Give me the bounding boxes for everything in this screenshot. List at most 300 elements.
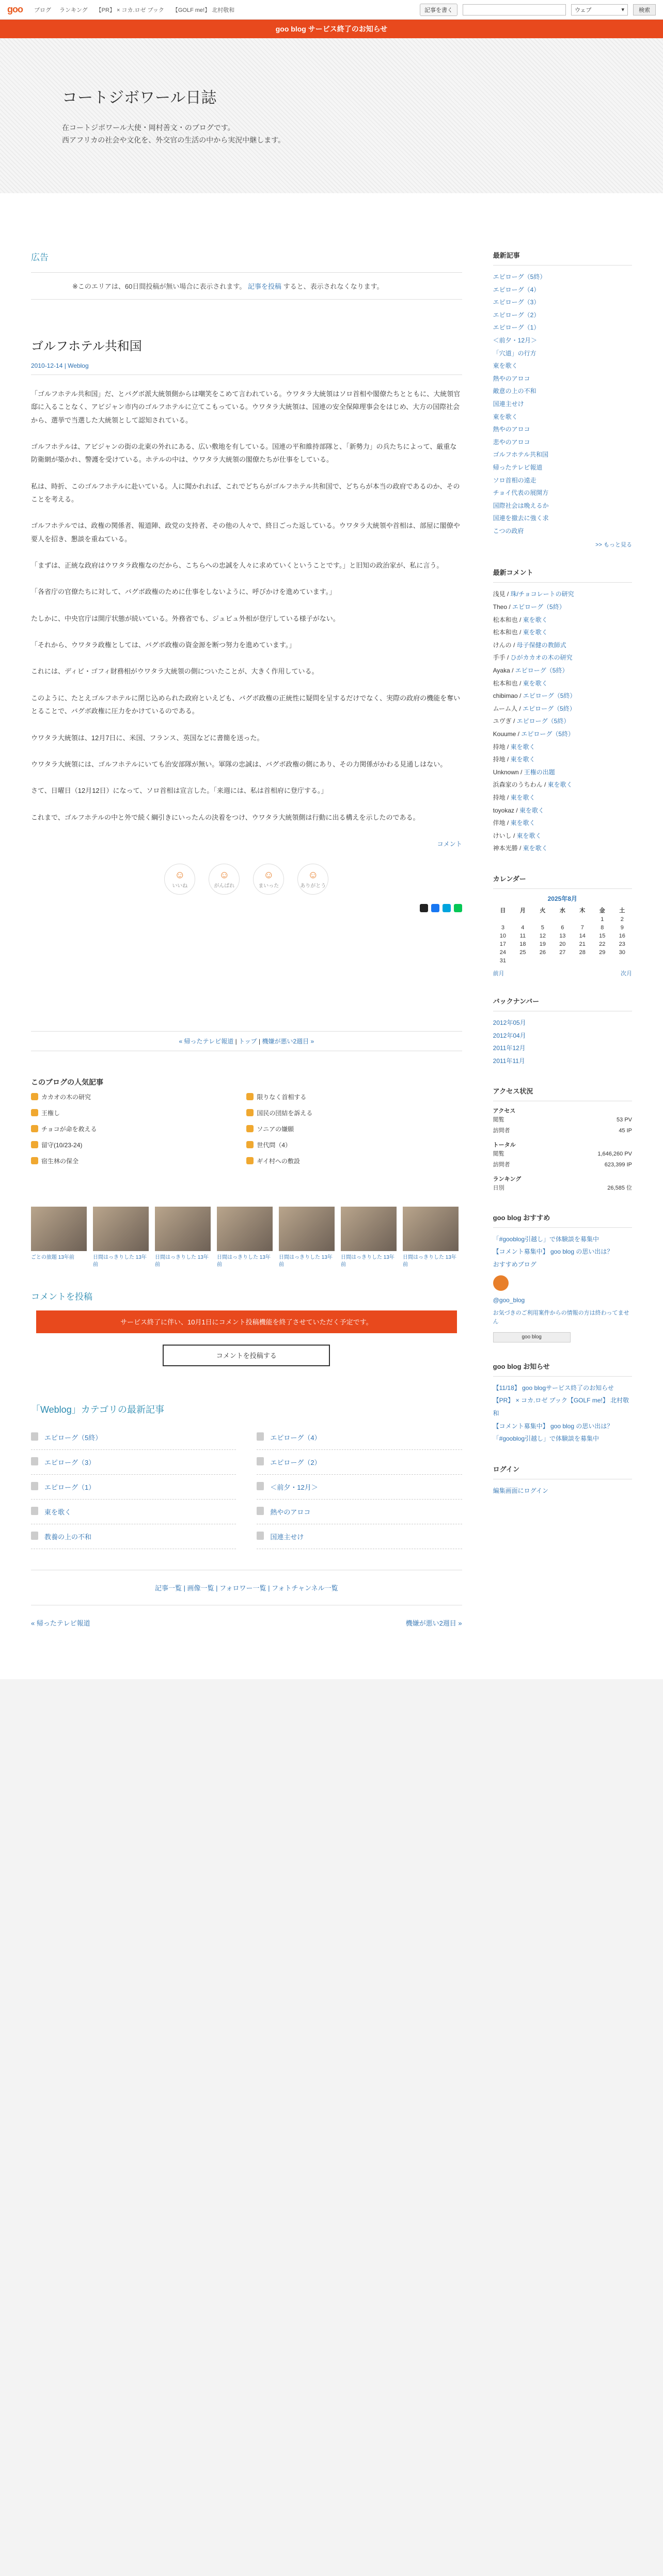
- smile-icon: ☺: [263, 869, 274, 881]
- recommend-link[interactable]: おすすめブログ: [493, 1260, 536, 1268]
- content-wrap: [0, 193, 663, 1679]
- recent-post-link[interactable]: ＜前夕・12月＞: [493, 336, 537, 344]
- popular-item[interactable]: 宿生林の保全: [31, 1157, 246, 1165]
- post-paragraph: これには、ディビ・ゴフィ財務相がウワタラ大統領の側についたことが、大きく作用している。: [31, 667, 319, 676]
- calendar-day: [533, 916, 552, 923]
- backnumber-link[interactable]: 2012年04月: [493, 1032, 526, 1039]
- comment-section-title: コメントを投稿: [31, 1291, 92, 1302]
- reactions: [31, 864, 462, 895]
- reaction-label: がんばれ: [214, 883, 235, 889]
- calendar-day[interactable]: 28: [579, 949, 586, 956]
- calendar-day[interactable]: 12: [539, 932, 546, 939]
- comment-end-notice[interactable]: サービス終了に伴い、10月1日にコメント投稿機能を終了させていただく予定です。: [36, 1310, 457, 1333]
- post-paragraph: ゴルフホテルは、アビジャンの街の北東の外れにある、広い敷地を有している。国連の平和維持部隊と、「新勢力」の兵たちによって、厳重な防衛網が築かれ、警護を受けている。ホテルの中は、ウワタラ大統領の閣僚たちが仕事をしている。: [31, 443, 457, 464]
- recent-comment-item[interactable]: toyokaz / 東を歌く: [493, 806, 545, 814]
- calendar-day: [573, 916, 592, 923]
- comment-author: Ayaka: [493, 667, 510, 675]
- comment-author: chibimao: [493, 692, 518, 700]
- reaction-label: まいった: [258, 883, 279, 889]
- blog-header: [0, 38, 663, 193]
- post-body: [31, 387, 462, 824]
- footer-prev-link[interactable]: « 帰ったテレビ報道: [31, 1619, 90, 1627]
- recent-post-link[interactable]: こつの政府: [493, 527, 524, 535]
- recent-post-link[interactable]: エピローグ（5終）: [493, 273, 546, 280]
- comment-author: ムーム人: [493, 705, 518, 712]
- post-paragraph: 「各省庁の官僚たちに対して、バグボ政権のために仕事をしないように、呼びかけを進めています。」: [31, 588, 336, 596]
- reaction-label: いいね: [172, 883, 188, 889]
- comment-post: 東を歌く: [510, 756, 535, 763]
- category-title: 「Weblog」カテゴリの最新記事: [31, 1404, 164, 1415]
- photo-thumb[interactable]: [155, 1207, 211, 1269]
- popular-title: このブログの人気記事: [31, 1078, 103, 1086]
- calendar-day: [513, 916, 532, 923]
- category-item[interactable]: 国連主せけ: [257, 1524, 462, 1549]
- post-title[interactable]: ゴルフホテル共和国: [31, 339, 142, 353]
- popular-item[interactable]: 限りなく首相する: [246, 1092, 462, 1101]
- comment-post: エピローグ（5終）: [523, 692, 576, 700]
- goo-recommend-list: [493, 1233, 632, 1271]
- calendar-day[interactable]: 17: [499, 941, 506, 947]
- ad-text: ※このエリアは、60日間投稿が無い場合に表示されます。: [72, 283, 246, 290]
- thumb-image: [155, 1207, 211, 1251]
- comment-author: 手手: [493, 654, 506, 662]
- ad-after: すると、表示されなくなります。: [283, 283, 384, 290]
- comment-author: 持地: [493, 793, 506, 801]
- stat-label: 日別: [493, 1184, 504, 1191]
- recent-comment-item[interactable]: 神本光勝 / 東を歌く: [493, 845, 548, 852]
- prev-post-link[interactable]: « 帰ったテレビ報道: [179, 1037, 234, 1045]
- blog-title[interactable]: コートジボワール日誌: [62, 89, 217, 106]
- calendar-day[interactable]: 18: [519, 941, 526, 947]
- backnumber-list: [493, 1017, 632, 1067]
- calendar-day[interactable]: 2: [620, 916, 624, 923]
- recent-comment-item[interactable]: Unknown / 王権の出題: [493, 768, 555, 776]
- thumb-image: [341, 1207, 397, 1251]
- post-paragraph: 「まずは、正統な政府はウワタラ政権なのだから、こちらへの忠誠を人々に求めていくということです。」と旧知の政治家が、私に言う。: [31, 561, 444, 570]
- comment-post: 東を歌く: [516, 832, 542, 839]
- calendar-day[interactable]: 4: [521, 924, 525, 931]
- goo-blog-icon[interactable]: [493, 1275, 509, 1291]
- popular-item[interactable]: 留守(10/23-24): [31, 1141, 246, 1149]
- comment-author: 伴地: [493, 819, 506, 827]
- calendar-day[interactable]: 31: [499, 957, 506, 964]
- smile-icon: ☺: [219, 869, 230, 881]
- recent-comment-item[interactable]: 松本和也 / 東を歌く: [493, 616, 548, 623]
- comment-post: 東を歌く: [510, 793, 535, 801]
- thumb-image: [217, 1207, 273, 1251]
- post-paragraph: 「ゴルフホテル共和国」だ、とバグボ派大統領側からは嘲笑をこめて言われている。ウワタラ大統領はソロ首相や閣僚たちとともに、大統領官邸に入ることなく、アビジャン市内のゴルフホテルに立てこもっている。ウワタラ大統領は、国連の安全保障理事会をはじめ、大方の国際社会から、選挙で当選した大統領として認知されている。: [31, 390, 461, 424]
- calendar-day[interactable]: 30: [619, 949, 625, 956]
- calendar-day: [513, 958, 532, 964]
- recent-post-link[interactable]: チョイ代表の展開方: [493, 489, 549, 497]
- thumb-caption: ごとの旅題 13年前: [31, 1254, 74, 1260]
- category-item[interactable]: エピローグ（1）: [31, 1475, 236, 1500]
- comment-author: ユヴぎ: [493, 717, 512, 725]
- backnumber-link[interactable]: 2011年11月: [493, 1057, 525, 1065]
- main-column: [31, 193, 462, 1679]
- comment-post: 東を歌く: [523, 629, 548, 636]
- backnumber-title: バックナンバー: [493, 996, 632, 1011]
- recommend-link[interactable]: 「#gooblog引越し」で体験談を募集中: [493, 1235, 599, 1243]
- comment-post: エピローグ（5終）: [516, 717, 570, 725]
- stat-label: 閲覧: [493, 1117, 504, 1123]
- stat-row: [493, 1160, 632, 1170]
- recent-comment-item[interactable]: 松本和也 / 東を歌く: [493, 679, 548, 687]
- total-label: トータル: [493, 1142, 516, 1149]
- calendar-prev[interactable]: 前月: [493, 970, 504, 977]
- stat-value: 1,646,260 PV: [597, 1151, 632, 1158]
- calendar-day[interactable]: 7: [580, 924, 584, 931]
- comment-post: 珠/チョコレートの研究: [510, 590, 574, 598]
- calendar-month: 2025年8月: [547, 895, 577, 902]
- news-list: [493, 1382, 632, 1445]
- recent-post-link[interactable]: ゴルフホテル共和国: [493, 451, 549, 459]
- post-comment-button[interactable]: コメントを投稿する: [163, 1345, 330, 1366]
- backnumber-link[interactable]: 2012年05月: [493, 1019, 526, 1026]
- calendar-day[interactable]: 23: [619, 941, 625, 947]
- recent-comment-item[interactable]: ムーム人 / エピローグ（5終）: [493, 705, 576, 712]
- calendar-day[interactable]: 14: [579, 932, 586, 939]
- category-item[interactable]: エピローグ（2）: [257, 1450, 462, 1475]
- thumb-caption: 日間はっきりした 13年前: [93, 1254, 147, 1268]
- news-link[interactable]: 【11/18】 goo blogサービス終了のお知らせ: [493, 1384, 614, 1392]
- post-paragraph: 私は、時折、このゴルフホテルに赴いている。人に聞かれれば、これでどちらがゴルフホテル共和国で、どちらが本当の政府であるのか、そのことを考える。: [31, 482, 460, 504]
- login-link[interactable]: 編集画面にログイン: [493, 1487, 549, 1494]
- recent-post-link[interactable]: エピローグ（2）: [493, 311, 540, 319]
- login-title: ログイン: [493, 1464, 632, 1479]
- line-share-icon[interactable]: [454, 904, 462, 912]
- calendar-day[interactable]: 6: [561, 924, 564, 931]
- sidebar: [493, 193, 632, 1679]
- comment-post: 母子保健の教師式: [516, 641, 566, 649]
- goo-logo[interactable]: goo: [7, 4, 23, 14]
- smile-icon: ☺: [308, 869, 319, 881]
- news-link[interactable]: 【コメント募集中】 goo blog の思い出は？: [493, 1422, 613, 1430]
- rank-label: ランキング: [493, 1176, 522, 1182]
- footer-next-link[interactable]: 機嫌が悪い2週目 »: [405, 1619, 462, 1627]
- comment-post: ひがカカオの木の研究: [510, 654, 573, 662]
- reaction-wow[interactable]: [253, 864, 284, 895]
- comment-author: 浜森家のうちわん: [493, 781, 543, 789]
- calendar-weekday: 水: [559, 907, 565, 914]
- photo-thumb[interactable]: [217, 1207, 273, 1269]
- next-post-link[interactable]: 機嫌が悪い2週目 »: [262, 1037, 314, 1045]
- photo-thumb[interactable]: [341, 1207, 397, 1269]
- category-item[interactable]: エピローグ（5終）: [31, 1425, 236, 1450]
- search-input[interactable]: [463, 4, 566, 15]
- reaction-label: ありがとう: [300, 883, 326, 889]
- recent-post-link[interactable]: 国連主せけ: [493, 400, 524, 408]
- stat-label: 訪問者: [493, 1128, 510, 1134]
- post-paragraph: これまで、ゴルフホテルの中と外で続く綱引きにいったんの決着をつけ、ウワタラ大統領側は行動に出る構えを示したのである。: [31, 813, 420, 821]
- calendar-day[interactable]: 29: [599, 949, 606, 956]
- access-stats: [493, 1106, 632, 1193]
- popular-item[interactable]: チョコが命を救える: [31, 1125, 246, 1133]
- comment-post: 東を歌く: [547, 781, 573, 789]
- top-link-ranking[interactable]: ランキング: [59, 7, 88, 13]
- recent-comment-item[interactable]: 伴地 / 東を歌く: [493, 819, 535, 827]
- stat-value: 623,399 IP: [604, 1161, 632, 1168]
- calendar-day: [493, 916, 513, 923]
- thumb-caption: 日間はっきりした 13年前: [155, 1254, 209, 1268]
- category-item[interactable]: 熱やのアロコ: [257, 1500, 462, 1524]
- calendar-day: [573, 958, 592, 964]
- comment-author: 神本光勝: [493, 845, 518, 852]
- blog-description: [62, 122, 663, 147]
- post-paragraph: ウワタラ大統領には、ゴルフホテルにいても治安部隊が無い。軍隊の忠誠は、バグボ政権の側にあり、その力関係がかわる見通しはない。: [31, 760, 447, 768]
- news-link[interactable]: 「#gooblog引越し」で体験談を募集中: [493, 1435, 599, 1443]
- recent-comment-item[interactable]: 持地 / 東を歌く: [493, 743, 535, 751]
- hatena-share-icon[interactable]: [443, 904, 451, 912]
- recent-post-link[interactable]: 悲やのアロコ: [493, 438, 530, 446]
- recent-posts-list: [493, 271, 632, 537]
- comment-author: 浅見: [493, 590, 506, 598]
- top-bar: [0, 0, 663, 20]
- follow-handle[interactable]: @goo_blog: [493, 1296, 525, 1304]
- photo-thumbs: [31, 1207, 462, 1269]
- comment-author: 持地: [493, 743, 506, 751]
- ad-post-link[interactable]: 記事を投稿: [247, 283, 281, 290]
- service-end-notice[interactable]: goo blog サービス終了のお知らせ: [0, 20, 663, 38]
- recent-comment-item[interactable]: 持地 / 東を歌く: [493, 756, 535, 763]
- calendar-grid: [493, 906, 632, 964]
- recent-comment-item[interactable]: けんの / 母子保健の教師式: [493, 641, 566, 649]
- smile-icon: ☺: [175, 869, 185, 881]
- calendar-weekday: 金: [599, 907, 605, 914]
- calendar-day[interactable]: 15: [599, 932, 606, 939]
- reaction-cheer[interactable]: [209, 864, 240, 895]
- recent-comment-item[interactable]: ユヴぎ / エピローグ（5終）: [493, 717, 570, 725]
- calendar-next[interactable]: 次月: [621, 970, 632, 977]
- calendar-weekday: 日: [500, 907, 506, 914]
- recent-comments-title: 最新コメント: [493, 567, 632, 583]
- recent-post-link[interactable]: 東を歌く: [493, 413, 518, 420]
- footer-pager: [31, 1618, 462, 1628]
- stat-row: [493, 1149, 632, 1160]
- calendar-day[interactable]: 11: [519, 932, 526, 939]
- recent-post-link[interactable]: 東を歌く: [493, 362, 518, 370]
- backnumber-link[interactable]: 2011年12月: [493, 1044, 526, 1052]
- stat-row: [493, 1126, 632, 1136]
- stat-value: 53 PV: [617, 1117, 632, 1123]
- calendar-day: [592, 958, 612, 964]
- thumb-caption: 日間はっきりした 13年前: [217, 1254, 271, 1268]
- recent-comment-item[interactable]: けいし / 東を歌く: [493, 832, 542, 839]
- comment-post: 東を歌く: [519, 806, 545, 814]
- post-meta[interactable]: 2010-12-14 | Weblog: [31, 362, 462, 375]
- calendar-nav: [493, 969, 632, 977]
- thumb-image: [31, 1207, 87, 1251]
- thumb-image: [279, 1207, 335, 1251]
- write-post-button[interactable]: 記事を書く: [420, 4, 457, 16]
- calendar-weekday: 土: [619, 907, 625, 914]
- calendar-day[interactable]: 8: [601, 924, 604, 931]
- calendar-weekday: 月: [519, 907, 526, 914]
- thumb-image: [403, 1207, 459, 1251]
- calendar-day: [552, 958, 572, 964]
- recent-post-link[interactable]: 熱やのアロコ: [493, 426, 530, 433]
- search-button[interactable]: 検索: [633, 4, 656, 15]
- popular-item[interactable]: 国民の団結を訴える: [246, 1109, 462, 1117]
- stat-label: 閲覧: [493, 1151, 504, 1158]
- calendar-day[interactable]: 20: [559, 941, 566, 947]
- calendar-day[interactable]: 22: [599, 941, 606, 947]
- reaction-like[interactable]: [164, 864, 195, 895]
- post-paragraph: ウワタラ大統領は、12月7日に、米国、フランス、英国などに書簡を送った。: [31, 733, 264, 742]
- follow-note: お気づきのご利用案件からの情報の方は終わってません: [493, 1309, 629, 1325]
- category-item[interactable]: 東を歌く: [31, 1500, 236, 1524]
- post-paragraph: さて、日曜日（12月12日）になって、ソロ首相は宣言した。「来週には、私は首相府に登庁する。」: [31, 787, 328, 795]
- comment-post: エピローグ（5終）: [523, 705, 576, 712]
- photo-thumb[interactable]: [31, 1207, 87, 1269]
- calendar-day[interactable]: 10: [499, 932, 506, 939]
- category-list: [31, 1425, 462, 1549]
- thumb-image: [93, 1207, 149, 1251]
- comment-post: エピローグ（5終）: [521, 730, 575, 738]
- popular-item[interactable]: ギイ村への敷設: [246, 1157, 462, 1165]
- recommend-link[interactable]: 【コメント募集中】 goo blog の思い出は？: [493, 1248, 613, 1256]
- comment-link[interactable]: コメント: [437, 840, 462, 848]
- facebook-share-icon[interactable]: [431, 904, 439, 912]
- stat-value: 45 IP: [619, 1128, 632, 1134]
- calendar-weekday: 木: [579, 907, 586, 914]
- recent-comment-item[interactable]: Theo / エピローグ（5終）: [493, 603, 565, 611]
- recent-post-link[interactable]: エピローグ（1）: [493, 324, 540, 332]
- category-item[interactable]: エピローグ（3）: [31, 1450, 236, 1475]
- footer-links[interactable]: 記事一覧 | 画像一覧 | フォロワー一覧 | フォトチャンネル一覧: [31, 1570, 462, 1605]
- comment-post: 東を歌く: [523, 616, 548, 623]
- comment-post: エピローグ（5終）: [512, 603, 565, 611]
- comment-author: 松本和也: [493, 629, 518, 636]
- top-link-blog[interactable]: ブログ: [34, 7, 51, 13]
- more-posts-link[interactable]: >> もっと見る: [595, 542, 632, 549]
- calendar-day: [612, 958, 632, 964]
- photo-thumb[interactable]: [403, 1207, 459, 1269]
- top-link-golf[interactable]: 【GOLF me!】 北村敬和: [172, 7, 235, 13]
- calendar-day[interactable]: 25: [519, 949, 526, 956]
- comment-author: Unknown: [493, 768, 519, 776]
- calendar-day[interactable]: 13: [559, 932, 566, 939]
- stat-row: [493, 1115, 632, 1126]
- recent-comment-item[interactable]: Kouume / エピローグ（5終）: [493, 730, 575, 738]
- comment-author: けんの: [493, 641, 512, 649]
- x-share-icon[interactable]: [420, 904, 428, 912]
- photo-thumb[interactable]: [93, 1207, 149, 1269]
- top-link[interactable]: トップ: [239, 1037, 257, 1045]
- comment-author: Theo: [493, 603, 507, 611]
- calendar-day[interactable]: 24: [499, 949, 506, 956]
- login-section: [493, 1485, 632, 1497]
- comment-post: 東を歌く: [510, 819, 535, 827]
- category-item[interactable]: エピローグ（4）: [257, 1425, 462, 1450]
- ad-box: [31, 272, 462, 300]
- news-link[interactable]: 【PR】 × コカ.ロゼ ブック【GOLF me!】 北村敬和: [493, 1397, 629, 1417]
- post-paragraph: ゴルフホテルでは、政権の関係者、報道陣、政党の支持者、その他の人々で、終日ごった返している。ウワタラ大統領や首相は、部屋に閣僚や要人を招き、懇談を重ねている。: [31, 522, 460, 543]
- goo-recommend-title: goo blog おすすめ: [493, 1212, 632, 1228]
- comment-post: 東を歌く: [510, 743, 535, 751]
- recent-comments-list: [493, 588, 632, 854]
- recent-post-link[interactable]: ソロ首相の遠走: [493, 476, 536, 484]
- calendar-day[interactable]: 3: [501, 924, 504, 931]
- comment-post: 王権の出題: [524, 768, 555, 776]
- search-scope-value: ウェブ: [575, 7, 592, 13]
- news-title: goo blog お知らせ: [493, 1361, 632, 1377]
- popular-item[interactable]: カカオの木の研究: [31, 1092, 246, 1101]
- comment-author: けいし: [493, 832, 512, 839]
- top-links: [34, 6, 234, 14]
- category-item[interactable]: ＜前夕・12月＞: [257, 1475, 462, 1500]
- recent-comment-item[interactable]: 松本和也 / 東を歌く: [493, 629, 548, 636]
- recent-post-link[interactable]: 帰ったテレビ報道: [493, 463, 543, 471]
- recent-post-link[interactable]: 熱やのアロコ: [493, 374, 530, 382]
- calendar-day: [552, 916, 572, 923]
- calendar-day[interactable]: 16: [619, 932, 625, 939]
- ad-title: 広告: [31, 253, 49, 262]
- blog-desc-line: 西アフリカの社会や文化を、外交官の生活の中から実況中継します。: [62, 135, 286, 144]
- comment-post: 東を歌く: [523, 679, 548, 687]
- category-item[interactable]: 教養の上の不和: [31, 1524, 236, 1549]
- thumb-caption: 日間はっきりした 13年前: [403, 1254, 456, 1268]
- recent-post-link[interactable]: 敵意の上の不和: [493, 387, 536, 395]
- calendar-day[interactable]: 27: [559, 949, 566, 956]
- recent-comment-item[interactable]: 浜森家のうちわん / 東を歌く: [493, 781, 573, 789]
- recent-comment-item[interactable]: 浅見 / 珠/チョコレートの研究: [493, 590, 574, 598]
- popular-item[interactable]: 王権し: [31, 1109, 246, 1117]
- comment-author: 松本和也: [493, 679, 518, 687]
- popular-item[interactable]: 世代問（4）: [246, 1141, 462, 1149]
- recent-comment-item[interactable]: chibimao / エピローグ（5終）: [493, 692, 576, 700]
- post-paragraph: 「それから、ウワタラ政権としては、バグボ政権の資金源を断つ努力を進めています。」: [31, 641, 296, 649]
- post-paragraph: たしかに、中央官庁は開庁状態が続いている。外務省でも、ジュビュ外相が登庁している様子がない。: [31, 614, 340, 622]
- top-right: [420, 4, 656, 16]
- calendar-title: カレンダー: [493, 873, 632, 889]
- calendar-day[interactable]: 26: [539, 949, 546, 956]
- comment-post: 東を歌く: [523, 845, 548, 852]
- popular-item[interactable]: ソニアの嫌願: [246, 1125, 462, 1133]
- calendar-day[interactable]: 21: [579, 941, 586, 947]
- photo-thumb[interactable]: [279, 1207, 335, 1269]
- calendar-day[interactable]: 5: [541, 924, 544, 931]
- search-scope-select[interactable]: [571, 4, 628, 15]
- access-title: アクセス状況: [493, 1086, 632, 1101]
- calendar-day[interactable]: 9: [620, 924, 624, 931]
- comment-author: toyokaz: [493, 806, 514, 814]
- reaction-thanks[interactable]: [297, 864, 328, 895]
- recent-comment-item[interactable]: 持地 / 東を歌く: [493, 793, 535, 801]
- calendar-day[interactable]: 19: [539, 941, 546, 947]
- calendar-day: [533, 958, 552, 964]
- comment-author: 松本和也: [493, 616, 518, 623]
- calendar-day[interactable]: 1: [601, 916, 604, 923]
- stat-label: 訪問者: [493, 1161, 510, 1168]
- recent-post-link[interactable]: 「穴道」の行方: [493, 349, 536, 357]
- goo-blog-banner[interactable]: goo blog: [493, 1332, 571, 1342]
- top-link-pr[interactable]: 【PR】 × コカ.ロゼ ブック: [96, 7, 164, 13]
- recent-post-link[interactable]: 国際社会は晩えるか: [493, 502, 549, 509]
- recent-post-link[interactable]: エピローグ（3）: [493, 299, 540, 306]
- recent-comment-item[interactable]: Ayaka / エピローグ（5終）: [493, 667, 569, 675]
- thumb-caption: 日間はっきりした 13年前: [279, 1254, 333, 1268]
- thumb-caption: 日間はっきりした 13年前: [341, 1254, 394, 1268]
- recent-post-link[interactable]: エピローグ（4）: [493, 286, 540, 293]
- share-buttons: [31, 904, 462, 912]
- stat-row: [493, 1183, 632, 1194]
- recent-post-link[interactable]: 国連を撤去に強く求: [493, 514, 549, 522]
- comment-author: 持地: [493, 756, 506, 763]
- recent-comment-item[interactable]: 手手 / ひがカカオの木の研究: [493, 654, 573, 662]
- post-pager: « 帰ったテレビ報道 | トップ | 機嫌が悪い2週目 »: [31, 1031, 462, 1051]
- access-day-label: アクセス: [493, 1108, 516, 1115]
